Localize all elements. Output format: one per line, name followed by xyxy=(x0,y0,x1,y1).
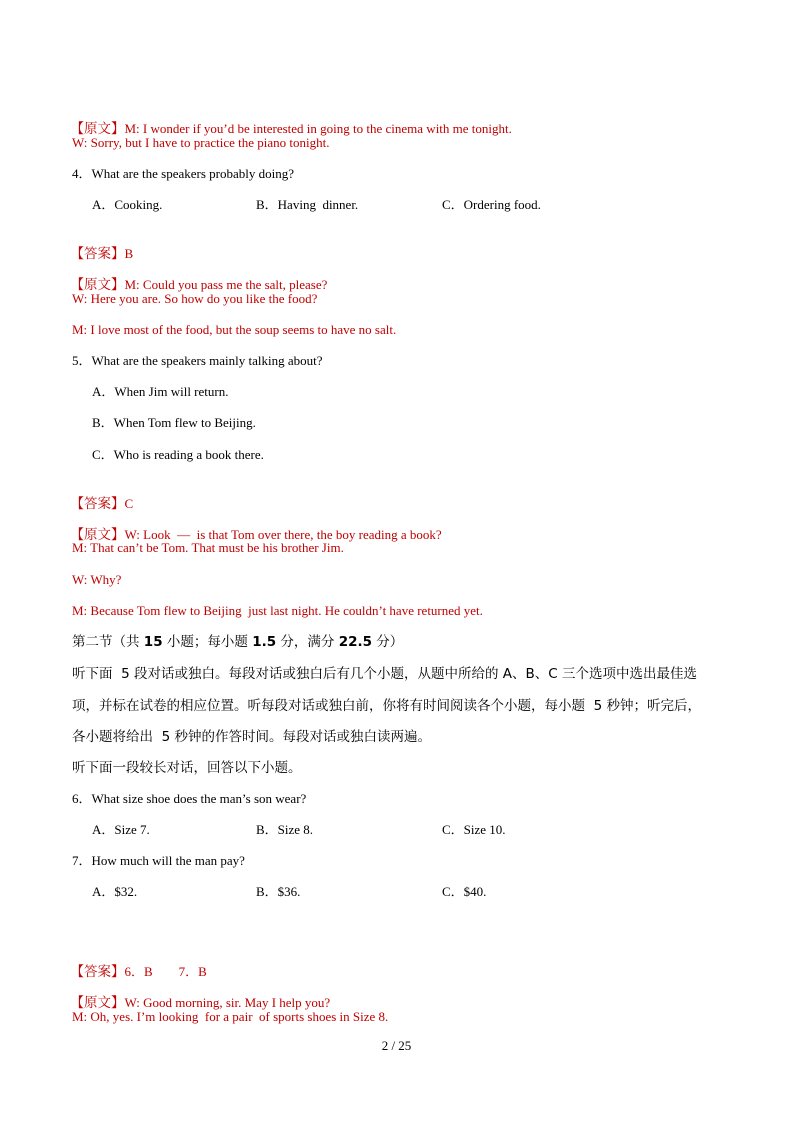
option-b: B．Having dinner. xyxy=(256,197,359,212)
option-a: A．Cooking. xyxy=(92,197,163,212)
option-b: B．$36. xyxy=(256,884,301,899)
question-stem: 7．How much will the man pay? xyxy=(72,853,245,868)
option-c: C．Ordering food. xyxy=(442,197,541,212)
question-stem: 5．What are the speakers mainly talking about? xyxy=(72,353,323,368)
option-a: A．$32. xyxy=(92,884,138,899)
option-b: B．When Tom flew to Beijing. xyxy=(92,415,256,430)
answer-line: 【答案】C xyxy=(70,496,134,512)
answer-line: 【答案】6．B 7．B xyxy=(70,964,207,980)
answer-tag: 【答案】 xyxy=(70,496,125,512)
option-c: C．Size 10. xyxy=(442,822,506,837)
option-b: B．Size 8. xyxy=(256,822,314,837)
original-text-line: 【原文】W: Good morning, sir. May I help you? xyxy=(70,995,331,1011)
answer-tag: 【答案】 xyxy=(70,246,125,262)
original-text-line: 【原文】M: Could you pass me the salt, please? xyxy=(70,277,328,293)
transcript-line: M: Oh, yes. I’m looking for a pair of sports shoes in Size 8. xyxy=(72,1009,389,1024)
original-text-line: 【原文】M: I wonder if you’d be interested in going to the cinema with me tonight. xyxy=(70,121,512,137)
transcript-line: M: That can’t be Tom. That must be his brother Jim. xyxy=(72,540,344,555)
original-text-line: 【原文】W: Look — is that Tom over there, the boy reading a book? xyxy=(70,527,442,543)
instruction-line: 各小题将给出 5 秒钟的作答时间。每段对话或独白读两遍。 xyxy=(72,729,431,745)
option-a: A．When Jim will return. xyxy=(92,384,229,399)
section-heading: 第二节（共 15 小题；每小题 1.5 分，满分 22.5 分） xyxy=(72,634,404,650)
transcript-line: M: Because Tom flew to Beijing just last night. He couldn’t have returned yet. xyxy=(72,603,483,618)
transcript-line: W: Sorry, but I have to practice the piano tonight. xyxy=(72,135,330,150)
answer-line: 【答案】B xyxy=(70,246,134,262)
question-stem: 6．What size shoe does the man’s son wear? xyxy=(72,791,307,806)
page-number: 2 / 25 xyxy=(381,1038,412,1053)
option-c: C．$40. xyxy=(442,884,487,899)
instruction-line: 项，并标在试卷的相应位置。听每段对话或独白前，你将有时间阅读各个小题，每小题 5 秒钟；听完后， xyxy=(72,698,701,714)
original-text-tag: 【原文】 xyxy=(70,121,125,137)
answer-tag: 【答案】 xyxy=(70,964,125,980)
question-stem: 4．What are the speakers probably doing? xyxy=(72,166,295,181)
instruction-line: 听下面 5 段对话或独白。每段对话或独白后有几个小题，从题中所给的 A、B、C 三个选项中选出最佳选 xyxy=(72,666,697,682)
option-a: A．Size 7. xyxy=(92,822,150,837)
original-text-tag: 【原文】 xyxy=(70,995,125,1011)
instruction-line: 听下面一段较长对话，回答以下小题。 xyxy=(72,760,302,776)
original-text-tag: 【原文】 xyxy=(70,527,125,543)
transcript-line: W: Here you are. So how do you like the food? xyxy=(72,291,318,306)
transcript-line: W: Why? xyxy=(72,572,122,587)
original-text-tag: 【原文】 xyxy=(70,277,125,293)
option-c: C．Who is reading a book there. xyxy=(92,447,264,462)
transcript-line: M: I love most of the food, but the soup seems to have no salt. xyxy=(72,322,397,337)
